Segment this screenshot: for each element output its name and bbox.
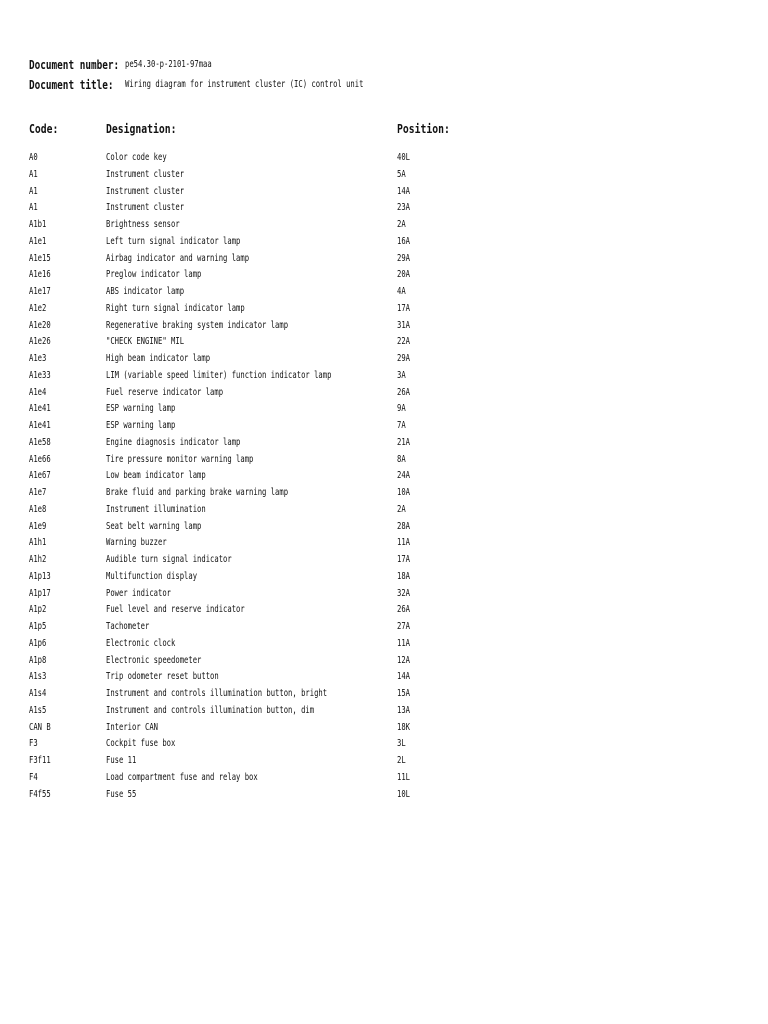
designation-cell: ESP warning lamp <box>106 420 176 431</box>
table-row <box>0 736 768 753</box>
table-row <box>0 267 768 284</box>
code-cell: A1p6 <box>29 637 47 649</box>
table-row <box>0 334 768 351</box>
table-row <box>0 452 768 469</box>
designation-cell: Tachometer <box>106 621 150 632</box>
table-row <box>0 217 768 234</box>
position-cell: 13A <box>397 704 411 716</box>
table-row <box>0 284 768 301</box>
code-cell: F3 <box>29 738 38 750</box>
table-row <box>0 485 768 502</box>
position-cell: 26A <box>397 604 411 616</box>
table-row <box>0 502 768 519</box>
code-cell: A1s4 <box>29 688 47 699</box>
code-cell: F4 <box>29 771 38 783</box>
position-cell: 8A <box>397 453 406 465</box>
position-cell: 26A <box>397 386 411 398</box>
position-cell: 10L <box>397 788 411 800</box>
code-cell: A1p5 <box>29 621 47 632</box>
code-cell: A1e2 <box>29 302 47 314</box>
code-cell: A1s5 <box>29 704 47 716</box>
position-cell: 11L <box>397 771 411 783</box>
position-cell: 12A <box>397 654 411 666</box>
designation-cell: Cockpit fuse box <box>106 738 176 750</box>
designation-cell: Low beam indicator lamp <box>106 470 206 482</box>
designation-cell: Left turn signal indicator lamp <box>106 235 241 247</box>
position-cell: 14A <box>397 185 411 197</box>
designation-cell: Right turn signal indicator lamp <box>106 302 245 314</box>
table-row <box>0 770 768 787</box>
designation-cell: Brake fluid and parking brake warning lamp <box>106 487 289 498</box>
position-cell: 22A <box>397 336 411 348</box>
position-cell: 14A <box>397 671 411 683</box>
position-cell: 3L <box>397 738 406 750</box>
designation-cell: Instrument cluster <box>106 202 185 214</box>
code-cell: CAN B <box>29 721 51 733</box>
component-table <box>0 150 768 803</box>
table-row <box>0 753 768 770</box>
position-cell: 11A <box>397 637 411 649</box>
code-cell: A1e9 <box>29 520 47 532</box>
position-cell: 29A <box>397 353 411 364</box>
position-cell: 20A <box>397 269 411 281</box>
designation-cell: Audible turn signal indicator <box>106 554 232 565</box>
code-cell: A1e1 <box>29 235 47 247</box>
position-cell: 40L <box>397 152 411 163</box>
code-cell: A1 <box>29 185 38 197</box>
column-header-position: Position: <box>397 121 450 136</box>
designation-cell: Brightness sensor <box>106 219 180 230</box>
designation-cell: LIM (variable speed limiter) function indicator lamp <box>106 369 332 381</box>
designation-cell: Instrument cluster <box>106 168 185 180</box>
designation-cell: Fuse 55 <box>106 788 137 800</box>
position-cell: 3A <box>397 369 406 381</box>
position-cell: 18K <box>397 721 411 733</box>
position-cell: 23A <box>397 202 411 214</box>
position-cell: 11A <box>397 537 411 549</box>
designation-cell: Instrument and controls illumination button, bright <box>106 688 328 699</box>
table-row <box>0 669 768 686</box>
table-row <box>0 385 768 402</box>
position-cell: 16A <box>397 235 411 247</box>
designation-cell: Tire pressure monitor warning lamp <box>106 453 254 465</box>
table-row <box>0 418 768 435</box>
designation-cell: Engine diagnosis indicator lamp <box>106 436 241 448</box>
table-row <box>0 653 768 670</box>
table-row <box>0 703 768 720</box>
document-number-value: pe54.30-p-2101-97maa <box>125 59 212 70</box>
code-cell: A1e3 <box>29 353 47 364</box>
designation-cell: High beam indicator lamp <box>106 353 211 364</box>
code-cell: A1e16 <box>29 269 51 281</box>
code-cell: A1e20 <box>29 319 51 331</box>
table-row <box>0 535 768 552</box>
designation-cell: Instrument cluster <box>106 185 185 197</box>
position-cell: 2L <box>397 755 406 766</box>
position-cell: 5A <box>397 168 406 180</box>
code-cell: A1e58 <box>29 436 51 448</box>
table-row <box>0 686 768 703</box>
table-row <box>0 602 768 619</box>
position-cell: 10A <box>397 487 411 498</box>
position-cell: 2A <box>397 503 406 515</box>
position-cell: 28A <box>397 520 411 532</box>
code-cell: A1e7 <box>29 487 47 498</box>
code-cell: A1e67 <box>29 470 51 482</box>
designation-cell: ABS indicator lamp <box>106 286 185 297</box>
table-row <box>0 301 768 318</box>
code-cell: A1e4 <box>29 386 47 398</box>
code-cell: A1e33 <box>29 369 51 381</box>
designation-cell: Instrument and controls illumination button, dim <box>106 704 315 716</box>
designation-cell: Warning buzzer <box>106 537 167 549</box>
position-cell: 31A <box>397 319 411 331</box>
table-row <box>0 234 768 251</box>
designation-cell: Airbag indicator and warning lamp <box>106 252 250 264</box>
table-row <box>0 720 768 737</box>
table-row <box>0 318 768 335</box>
position-cell: 9A <box>397 403 406 415</box>
designation-cell: Multifunction display <box>106 570 198 582</box>
table-row <box>0 636 768 653</box>
document-number-label: Document number: <box>29 58 120 72</box>
position-cell: 32A <box>397 587 411 599</box>
designation-cell: "CHECK ENGINE" MIL <box>106 336 185 348</box>
designation-cell: Fuel reserve indicator lamp <box>106 386 224 398</box>
code-cell: A1 <box>29 202 38 214</box>
document-title-value: Wiring diagram for instrument cluster (IC) control unit <box>125 79 364 90</box>
table-row <box>0 619 768 636</box>
code-cell: A1p8 <box>29 654 47 666</box>
code-cell: A1e17 <box>29 286 51 297</box>
designation-cell: Instrument illumination <box>106 503 206 515</box>
code-cell: A1p13 <box>29 570 51 582</box>
table-row <box>0 368 768 385</box>
column-header-code: Code: <box>29 121 59 136</box>
document-title-label: Document title: <box>29 78 114 92</box>
code-cell: F3f11 <box>29 755 51 766</box>
position-cell: 27A <box>397 621 411 632</box>
designation-cell: Interior CAN <box>106 721 159 733</box>
code-cell: A1e41 <box>29 420 51 431</box>
position-cell: 21A <box>397 436 411 448</box>
position-cell: 24A <box>397 470 411 482</box>
code-cell: A1e8 <box>29 503 47 515</box>
table-row <box>0 351 768 368</box>
table-row <box>0 435 768 452</box>
position-cell: 2A <box>397 219 406 230</box>
code-cell: A0 <box>29 152 38 163</box>
table-row <box>0 468 768 485</box>
position-cell: 17A <box>397 554 411 565</box>
code-cell: A1e41 <box>29 403 51 415</box>
code-cell: A1h2 <box>29 554 47 565</box>
code-cell: A1h1 <box>29 537 47 549</box>
designation-cell: Electronic speedometer <box>106 654 202 666</box>
position-cell: 4A <box>397 286 406 297</box>
table-row <box>0 184 768 201</box>
position-cell: 7A <box>397 420 406 431</box>
code-cell: A1b1 <box>29 219 47 230</box>
column-header-designation: Designation: <box>106 121 177 136</box>
table-row <box>0 552 768 569</box>
position-cell: 15A <box>397 688 411 699</box>
code-cell: A1e66 <box>29 453 51 465</box>
code-cell: A1p2 <box>29 604 47 616</box>
designation-cell: Fuse 11 <box>106 755 137 766</box>
table-row <box>0 586 768 603</box>
designation-cell: Fuel level and reserve indicator <box>106 604 245 616</box>
position-cell: 29A <box>397 252 411 264</box>
table-row <box>0 787 768 804</box>
position-cell: 18A <box>397 570 411 582</box>
position-cell: 17A <box>397 302 411 314</box>
code-cell: A1e15 <box>29 252 51 264</box>
code-cell: F4f55 <box>29 788 51 800</box>
code-cell: A1e26 <box>29 336 51 348</box>
designation-cell: Load compartment fuse and relay box <box>106 771 258 783</box>
table-row <box>0 401 768 418</box>
table-row <box>0 150 768 167</box>
table-row <box>0 200 768 217</box>
table-row <box>0 167 768 184</box>
code-cell: A1 <box>29 168 38 180</box>
designation-cell: ESP warning lamp <box>106 403 176 415</box>
table-row <box>0 569 768 586</box>
designation-cell: Power indicator <box>106 587 172 599</box>
designation-cell: Electronic clock <box>106 637 176 649</box>
table-row <box>0 519 768 536</box>
designation-cell: Trip odometer reset button <box>106 671 219 683</box>
designation-cell: Preglow indicator lamp <box>106 269 202 281</box>
designation-cell: Regenerative braking system indicator lamp <box>106 319 289 331</box>
designation-cell: Color code key <box>106 152 167 163</box>
code-cell: A1s3 <box>29 671 47 683</box>
designation-cell: Seat belt warning lamp <box>106 520 202 532</box>
code-cell: A1p17 <box>29 587 51 599</box>
table-row <box>0 251 768 268</box>
